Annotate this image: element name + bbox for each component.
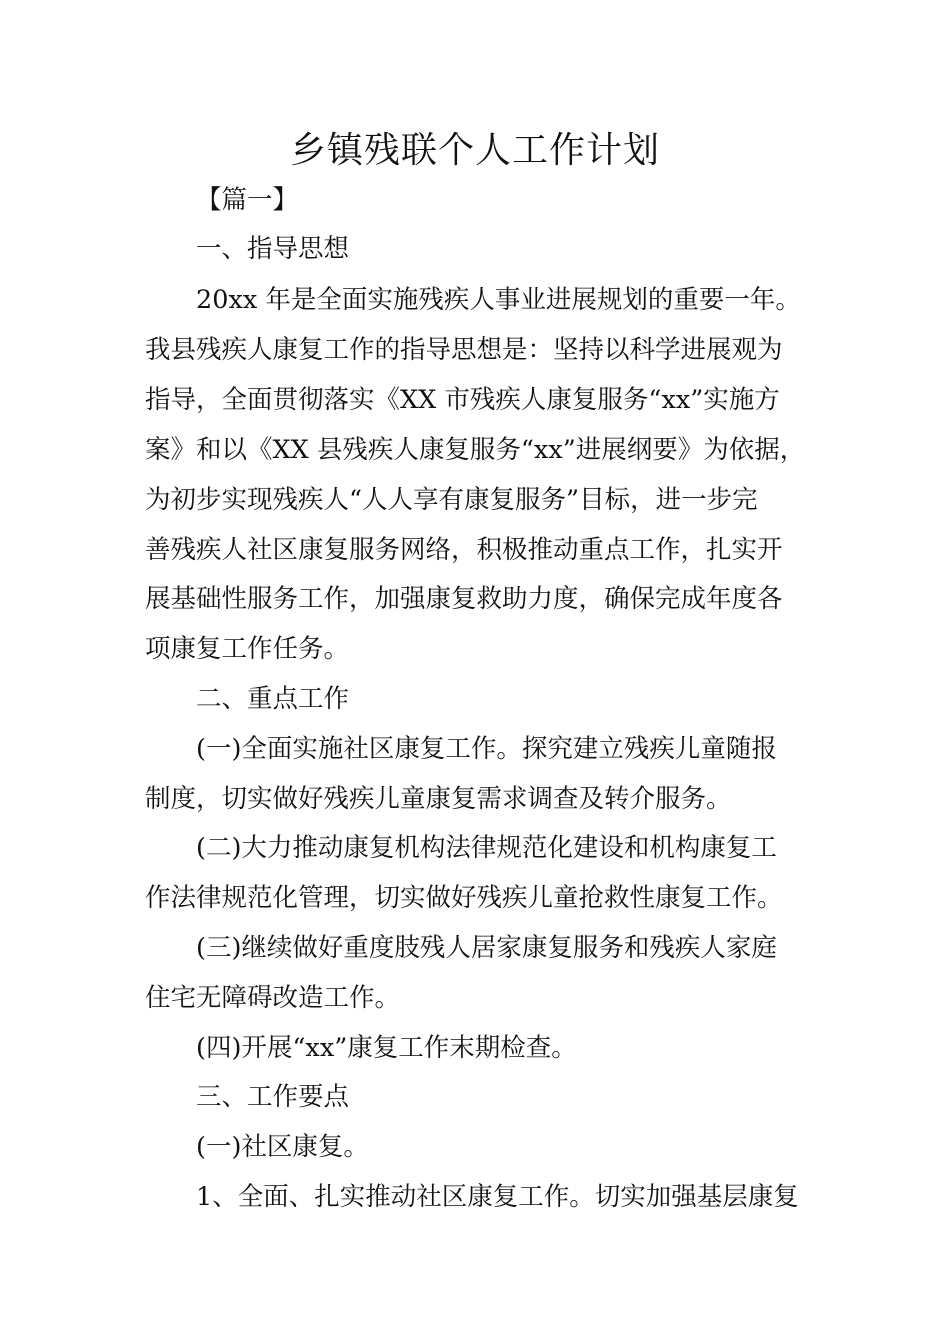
subheading-community-rehab: (一)社区康复。 bbox=[196, 1132, 369, 1162]
paragraph-line: 案》和以《XX 县残疾人康复服务“xx”进展纲要》为依据， bbox=[145, 435, 806, 465]
paragraph-line: (三)继续做好重度肢残人居家康复服务和残疾人家庭 bbox=[196, 933, 777, 963]
paragraph-line: (四)开展“xx”康复工作末期检查。 bbox=[196, 1033, 577, 1063]
document-title: 乡镇残联个人工作计划 bbox=[289, 130, 660, 171]
paragraph-line: 展基础性服务工作，加强康复救助力度，确保完成年度各 bbox=[145, 584, 783, 614]
paragraph-line: 住宅无障碍改造工作。 bbox=[145, 983, 401, 1013]
paragraph-line: 1、全面、扎实推动社区康复工作。切实加强基层康复 bbox=[196, 1182, 799, 1212]
paragraph-line: 制度，切实做好残疾儿童康复需求调查及转介服务。 bbox=[145, 784, 732, 814]
paragraph-line: 我县残疾人康复工作的指导思想是：坚持以科学进展观为 bbox=[145, 335, 783, 365]
paragraph-line: 指导，全面贯彻落实《XX 市残疾人康复服务“xx”实施方 bbox=[145, 385, 780, 415]
paragraph-line: (一)全面实施社区康复工作。探究建立残疾儿童随报 bbox=[196, 734, 777, 764]
paragraph-line: 为初步实现残疾人“人人享有康复服务”目标，进一步完 bbox=[145, 485, 758, 515]
paragraph-line: 项康复工作任务。 bbox=[145, 634, 350, 664]
paragraph-line: (二)大力推动康复机构法律规范化建设和机构康复工 bbox=[196, 833, 777, 863]
section-marker: 【篇一】 bbox=[196, 185, 299, 215]
paragraph-line: 作法律规范化管理，切实做好残疾儿童抢救性康复工作。 bbox=[145, 883, 783, 913]
paragraph-line: 20xx 年是全面实施残疾人事业进展规划的重要一年。 bbox=[196, 285, 801, 315]
heading-key-work: 二、重点工作 bbox=[196, 684, 350, 714]
paragraph-line: 善残疾人社区康复服务网络，积极推动重点工作，扎实开 bbox=[145, 535, 783, 565]
heading-guiding-thought: 一、指导思想 bbox=[196, 234, 350, 264]
heading-work-points: 三、工作要点 bbox=[196, 1082, 350, 1112]
